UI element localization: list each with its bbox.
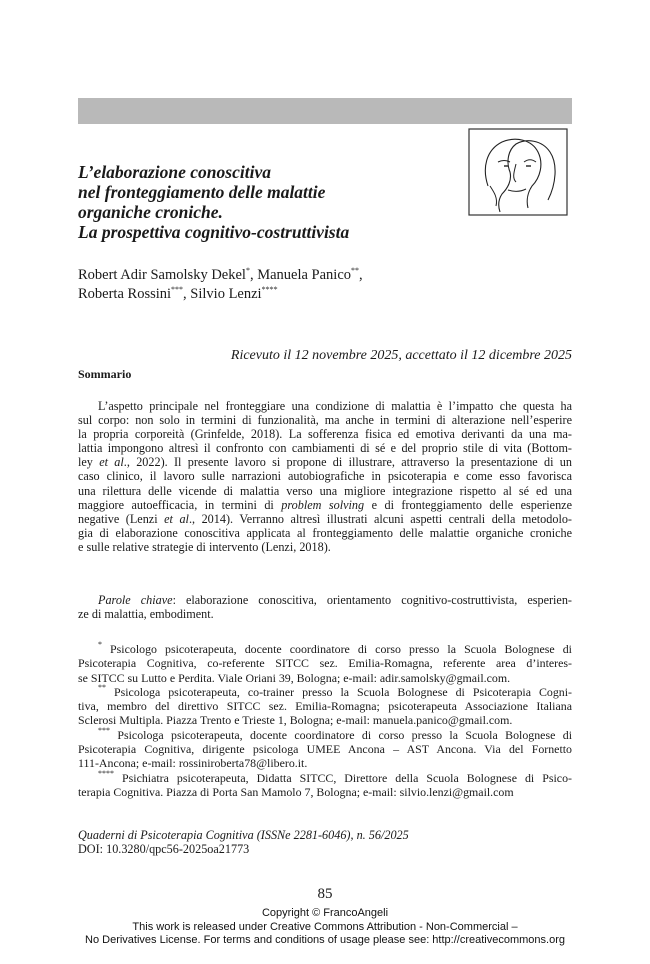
text-run: Psicologo psicoterapeuta, docente coordinatore di corso presso la Scuola Bolognese di [102,642,572,656]
abstract-line: una rilettura delle vicende di malattia verso una migliore integrazione rispetto al sé ed una [78,483,572,498]
footnote-line: 111-Ancona; e-mail: rossiniroberta78@libero.it. [78,756,308,771]
footnote-line [78,768,572,785]
footnote-line: terapia Cognitiva. Piazza di Porta San Mamolo 7, Bologna; e-mail: silvio.lenzi@gmail.com [78,784,514,799]
abstract-line: gia di elaborazione conoscitiva applicata al fronteggiamento delle malattie organiche croniche [78,525,572,540]
separator: , [249,267,258,283]
author-name: Manuela Panico [257,267,352,283]
keywords-label: Parole chiave [98,593,173,607]
text-run: ., 2014). Verranno altresì illustrati alcuni aspetti centrali della metodolo- [188,511,572,526]
title-line: organiche croniche. [78,202,223,222]
keywords [78,593,572,621]
footnote-line: Sclerosi Multipla. Piazza Trento e Trieste 1, Bologna; e-mail: manuela.panico@gmail.com. [78,713,513,728]
footnote-line: Psicoterapia Cognitiva, co-referente SITCC sez. Emilia-Romagna, referente area d’interes- [78,656,572,671]
copyright-line: Copyright © FrancoAngeli [261,907,389,919]
separator: , [183,286,191,302]
summary-heading: Sommario [78,367,132,381]
abstract-line: L’aspetto principale nel fronteggiare una condizione di malattia è l’impatto che questa ha [98,399,572,413]
text-run: Psicologa psicoterapeuta, docente coordinatore di corso presso la Scuola Bolognese di [110,727,572,742]
text-run: Psichiatra psicoterapeuta, Didatta SITCC, Direttore della Scuola Bolognese di Psico- [114,770,572,785]
abstract-line [78,498,572,512]
footnotes [78,642,572,799]
author-name: Silvio Lenzi [190,286,262,302]
footnote-line [78,725,572,742]
journal-header-bar [78,98,572,124]
abstract-line [78,512,572,526]
journal-logo [468,128,568,216]
author-name: Roberta Rossini [78,286,172,302]
abstract-line: e sulle relative strategie di intervento (Lenzi, 2018). [78,539,331,554]
abstract-line: lattia impongono altresì il confronto con cambiamenti di sé e del proprio stile di vita (Bottom- [78,441,572,456]
license-line: This work is released under Creative Commons Attribution - Non-Commercial – [132,920,518,933]
text-run: negative (Lenzi [78,511,165,526]
footnote-mark: **** [261,285,278,294]
abstract-line [78,455,572,469]
title-line: nel fronteggiamento delle malattie [78,182,326,202]
footnote-mark: **** [98,768,114,778]
doi: DOI: 10.3280/qpc56-2025oa21773 [78,842,250,856]
footnote-line: tiva, membro del direttivo SITCC sez. Emilia-Romagna; psicoterapeuta Associazione Italiana [78,699,572,714]
footnote-line [78,642,572,656]
keywords-line [78,593,572,607]
abstract-line: la propria corporeità (Grinfelde, 2018). La sofferenza fisica ed emotiva derivanti da una ma- [78,427,572,442]
text-run-italic: problem solving [281,497,365,512]
license-line: No Derivatives License. For terms and conditions of usage please see: http://creativecommons.org [85,934,565,946]
text-run: ., 2022). Il presente lavoro si propone di illustrare, attraverso la presentazione di un [123,455,572,470]
footnote-mark: ** [351,266,360,275]
text-run: maggiore autoefficacia, in termini di [78,497,282,512]
abstract-line: sul corpo: non solo in termini di funzionalità, ma anche in termini di alterazione nell’esperire [78,413,572,428]
footnote-mark: *** [171,285,184,294]
footnote-line: se SITCC su Lutto e Perdita. Viale Oriani 39, Bologna; e-mail: adir.samolsky@gmail.com. [78,670,511,685]
text-run: Psicologa psicoterapeuta, co-trainer presso la Scuola Bolognese di Psicoterapia Cogni- [106,684,572,699]
article-title [78,162,458,242]
text-run: e di fronteggiamento delle esperienze [364,497,573,512]
footnote-line [78,682,572,699]
text-run-italic: et al [164,511,189,526]
journal-citation: Quaderni di Psicoterapia Cognitiva (ISSNe 2281-6046), n. 56/2025 [78,828,409,842]
text-run: ley [78,455,100,470]
footnote-mark: * [98,640,102,649]
license-notice [0,907,650,948]
footnote-mark: * [245,266,250,275]
received-date: Ricevuto il 12 novembre 2025, accettato il 12 dicembre 2025 [230,348,572,363]
separator: , [359,267,363,283]
footnote-line: Psicoterapia Cognitiva, dirigente psicologa UMEE Ancona – AST Ancona. Via del Fornetto [78,742,572,757]
keywords-line: ze di malattia, embodiment. [78,607,214,622]
author-list [78,266,558,304]
text-run-italic: et al [99,455,124,470]
title-line: La prospettiva cognitivo-costruttivista [78,222,350,242]
author-name: Robert Adir Samolsky Dekel [78,267,246,283]
footnote-mark: ** [98,682,106,692]
page-number: 85 [317,886,333,902]
journal-info [78,828,572,856]
abstract-line: caso clinico, il lavoro sulle narrazioni autobiografiche in psicoterapia e come esso favorisca [78,469,572,484]
title-line: L’elaborazione conoscitiva [78,162,271,182]
footnote-mark: *** [98,725,110,735]
abstract [78,399,572,554]
text-run: : elaborazione conoscitiva, orientamento cognitivo-costruttivista, esperien- [172,593,572,607]
